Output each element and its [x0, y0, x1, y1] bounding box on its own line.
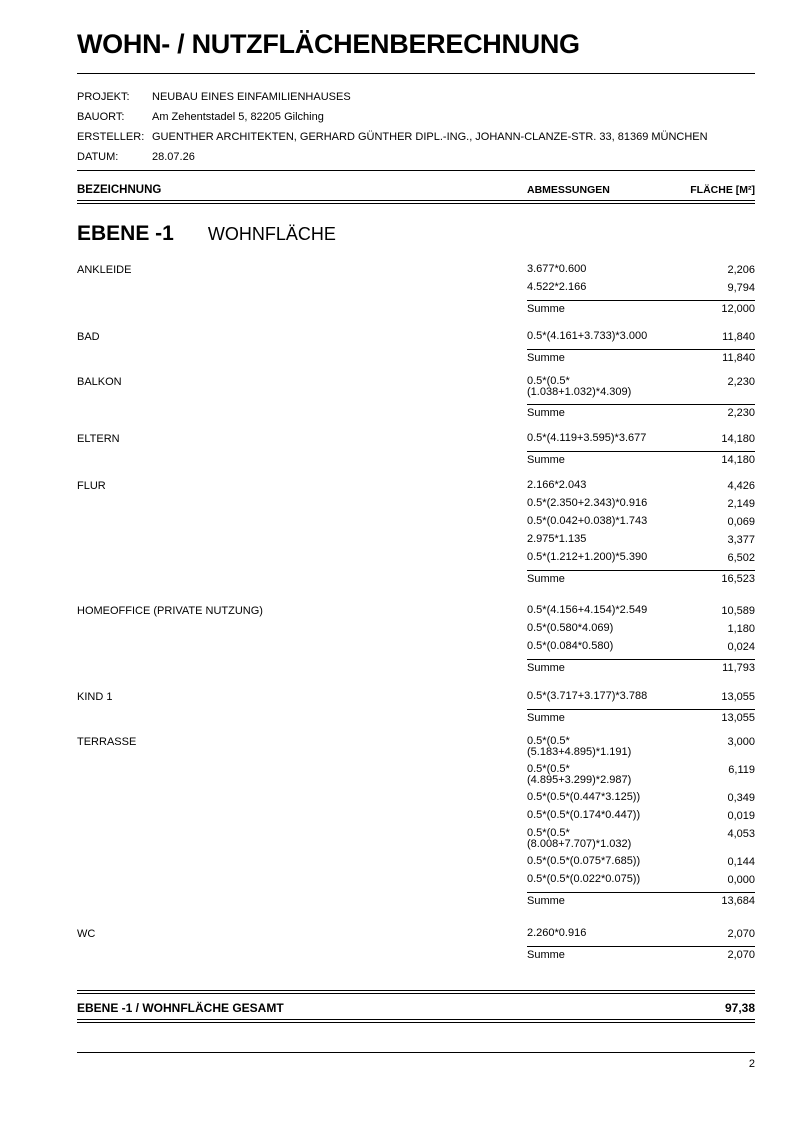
- calc-line: [527, 516, 755, 527]
- calc-value: 0,024: [727, 641, 755, 653]
- sum-value: 11,793: [722, 662, 755, 674]
- room-name: ELTERN: [77, 433, 120, 445]
- calc-formula: 0.5*(0.5*(4.895+3.299)*2.987): [527, 763, 632, 786]
- footer-rule: [77, 1052, 755, 1053]
- calc-line: [527, 480, 755, 491]
- sum-value: 14,180: [721, 454, 755, 466]
- sum-label: Summe: [527, 573, 565, 585]
- meta-location: [77, 111, 324, 123]
- calc-value: 9,794: [727, 282, 755, 294]
- calc-formula: 0.5*(4.156+4.154)*2.549: [527, 604, 648, 616]
- room-name: ANKLEIDE: [77, 264, 132, 276]
- calc-formula: 0.5*(0.042+0.038)*1.743: [527, 515, 648, 527]
- total-row: [77, 1001, 755, 1015]
- calc-value: 0,069: [727, 516, 755, 528]
- sum-row: [527, 659, 755, 674]
- level-type: WOHNFLÄCHE: [207, 224, 336, 244]
- calc-value: 2,230: [727, 376, 755, 388]
- sum-label: Summe: [527, 303, 565, 315]
- title-rule: [77, 73, 755, 74]
- calc-formula: 2.975*1.135: [527, 533, 587, 545]
- calc-line: [527, 433, 755, 444]
- meta-value: 28.07.26: [152, 151, 195, 163]
- calc-value: 14,180: [721, 433, 755, 445]
- calc-value: 6,119: [728, 764, 755, 776]
- calc-formula: 0.5*(3.717+3.177)*3.788: [527, 690, 648, 702]
- meta-project: [77, 91, 351, 103]
- level-label: EBENE -1: [77, 222, 174, 245]
- calc-line: [527, 623, 755, 634]
- calc-line: [527, 498, 755, 509]
- sum-label: Summe: [527, 949, 565, 961]
- calc-line: [527, 552, 755, 563]
- calc-line: [527, 792, 755, 803]
- calc-line: [527, 641, 755, 652]
- calc-value: 11,840: [722, 331, 755, 343]
- sum-row: [527, 349, 755, 364]
- sum-value: 13,055: [721, 712, 755, 724]
- column-dims: ABMESSUNGEN: [527, 184, 610, 196]
- calc-value: 0,000: [727, 874, 755, 886]
- calc-value: 3,377: [727, 534, 755, 546]
- calc-formula: 0.5*(0.5*(0.447*3.125)): [527, 791, 641, 803]
- level-heading: [77, 222, 336, 246]
- total-label: EBENE -1 / WOHNFLÄCHE GESAMT: [77, 1001, 284, 1015]
- calc-value: 0,144: [727, 856, 755, 868]
- calc-formula: 0.5*(0.5*(5.183+4.895)*1.191): [527, 735, 632, 758]
- calc-value: 0,349: [727, 792, 755, 804]
- calc-line: [527, 331, 755, 342]
- calc-value: 4,053: [727, 828, 755, 840]
- calc-value: 0,019: [727, 810, 755, 822]
- column-name: BEZEICHNUNG: [77, 184, 162, 196]
- calc-line: [527, 828, 755, 850]
- sum-row: [527, 709, 755, 724]
- room-name: FLUR: [77, 480, 106, 492]
- calc-line: [527, 856, 755, 867]
- calc-value: 2,070: [727, 928, 755, 940]
- sum-value: 16,523: [721, 573, 755, 585]
- calc-formula: 0.5*(0.5*(0.174*0.447)): [527, 809, 641, 821]
- calc-formula: 0.5*(4.161+3.733)*3.000: [527, 330, 648, 342]
- sum-row: [527, 404, 755, 419]
- total-bottom-rule: [77, 1019, 755, 1023]
- room-name: HOMEOFFICE (PRIVATE NUTZUNG): [77, 605, 263, 617]
- calc-value: 10,589: [721, 605, 755, 617]
- room-name: WC: [77, 928, 96, 940]
- meta-value: NEUBAU EINES EINFAMILIENHAUSES: [152, 91, 351, 103]
- meta-value: Am Zehentstadel 5, 82205 Gilching: [152, 111, 324, 123]
- calc-line: [527, 810, 755, 821]
- calc-line: [527, 874, 755, 885]
- calc-value: 6,502: [727, 552, 755, 564]
- calc-value: 1,180: [727, 623, 755, 635]
- sum-value: 2,070: [727, 949, 755, 961]
- total-top-rule: [77, 990, 755, 994]
- meta-date: [77, 151, 195, 163]
- sum-label: Summe: [527, 352, 565, 364]
- sum-row: [527, 946, 755, 961]
- calc-line: [527, 534, 755, 545]
- calc-value: 3,000: [727, 736, 755, 748]
- sum-label: Summe: [527, 895, 565, 907]
- room-name: BALKON: [77, 376, 122, 388]
- meta-key: BAUORT:: [77, 111, 125, 123]
- meta-value: GUENTHER ARCHITEKTEN, GERHARD GÜNTHER DIPL.-ING., JOHANN-CLANZE-STR. 33, 81369 MÜNCHEN: [152, 131, 708, 143]
- calc-formula: 0.5*(0.580*4.069): [527, 622, 614, 634]
- document-title: WOHN- / NUTZFLÄCHENBERECHNUNG: [77, 29, 580, 59]
- calc-line: [527, 764, 755, 786]
- calc-line: [527, 376, 755, 398]
- meta-key: PROJEKT:: [77, 91, 130, 103]
- sum-label: Summe: [527, 407, 565, 419]
- total-value: 97,38: [724, 1001, 755, 1015]
- page-number: 2: [748, 1058, 755, 1070]
- sum-row: [527, 570, 755, 585]
- calc-formula: 3.677*0.600: [527, 263, 587, 275]
- calc-formula: 0.5*(4.119+3.595)*3.677: [527, 432, 647, 444]
- calc-formula: 0.5*(0.5*(1.038+1.032)*4.309): [527, 375, 632, 398]
- calc-formula: 4.522*2.166: [527, 281, 587, 293]
- sum-value: 12,000: [721, 303, 755, 315]
- calc-formula: 0.5*(0.5*(8.008+7.707)*1.032): [527, 827, 632, 850]
- meta-author: [77, 131, 708, 143]
- sum-value: 13,684: [721, 895, 755, 907]
- column-area: FLÄCHE [M²]: [690, 184, 755, 196]
- calc-formula: 0.5*(2.350+2.343)*0.916: [527, 497, 648, 509]
- calc-formula: 0.5*(0.5*(0.022*0.075)): [527, 873, 641, 885]
- calc-line: [527, 264, 755, 275]
- calc-line: [527, 282, 755, 293]
- sum-label: Summe: [527, 454, 565, 466]
- sum-label: Summe: [527, 662, 565, 674]
- calc-formula: 0.5*(0.084*0.580): [527, 640, 614, 652]
- meta-key: ERSTELLER:: [77, 131, 145, 143]
- sum-value: 2,230: [727, 407, 755, 419]
- calc-formula: 2.260*0.916: [527, 927, 587, 939]
- sum-row: [527, 892, 755, 907]
- room-name: TERRASSE: [77, 736, 137, 748]
- calc-value: 2,206: [727, 264, 755, 276]
- calc-line: [527, 691, 755, 702]
- calc-value: 2,149: [727, 498, 755, 510]
- room-name: BAD: [77, 331, 100, 343]
- calc-formula: 0.5*(0.5*(0.075*7.685)): [527, 855, 641, 867]
- meta-key: DATUM:: [77, 151, 119, 163]
- calc-value: 13,055: [721, 691, 755, 703]
- sum-row: [527, 300, 755, 315]
- meta-rule: [77, 170, 755, 171]
- sum-label: Summe: [527, 712, 565, 724]
- calc-line: [527, 736, 755, 758]
- calc-value: 4,426: [727, 480, 755, 492]
- calc-line: [527, 605, 755, 616]
- sum-value: 11,840: [722, 352, 755, 364]
- calc-formula: 0.5*(1.212+1.200)*5.390: [527, 551, 648, 563]
- room-name: KIND 1: [77, 691, 113, 703]
- calc-line: [527, 928, 755, 939]
- calc-formula: 2.166*2.043: [527, 479, 587, 491]
- header-double-rule: [77, 200, 755, 204]
- sum-row: [527, 451, 755, 466]
